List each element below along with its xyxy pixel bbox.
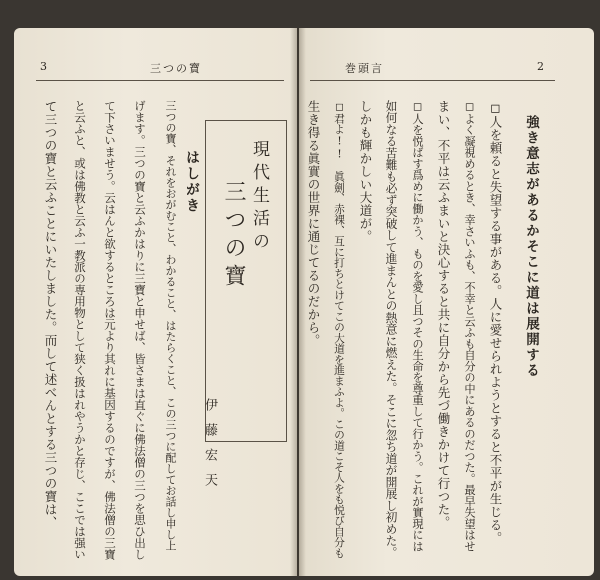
body-line: ◻君よ!! 眞劍、赤裸、互に打ちとけてこの大道を進まふよ。この道こそ人をも悦び自分も bbox=[333, 100, 346, 559]
body-line: と云ふと、或は佛教と云ふ一教派の専用物として狭く扱はれやうかと存じ、ここでは强い bbox=[73, 100, 87, 560]
body-line: 如何なる苦難も必ず突破して進まんとの熱意に燃えた。そこに忽ち道が開展し初めた。 bbox=[384, 100, 398, 559]
body-line: 三つの寶、それをおがむこと、わかること、はたらくこと、この三つに配してお話し申し上 bbox=[164, 100, 177, 551]
body-line: て下さいませう。云はんと欲するところは元より其れに基因するのですが、佛法僧の三寶 bbox=[103, 100, 117, 560]
header-rule-left bbox=[36, 80, 284, 81]
section-heading: はしがき bbox=[184, 150, 200, 214]
body-line: て三つの寶と云ふことにいたしました。而して述べんとする三つの寶は、 bbox=[43, 100, 58, 529]
editorial-heading: 強き意志があるかそこに道は展開する bbox=[523, 115, 539, 379]
page-number-left: 3 bbox=[40, 60, 49, 73]
body-line: まい、不平は云ふまいと決心すると共に自分から先づ働きかけて行つた。 bbox=[436, 100, 451, 529]
running-head-left: 三つの寶 bbox=[150, 62, 202, 75]
book-gutter bbox=[290, 28, 306, 576]
title-line-1: 現代生活の bbox=[249, 140, 269, 255]
title-line-2: 三つの寶 bbox=[221, 180, 246, 292]
author-name: 伊藤宏天 bbox=[202, 398, 217, 498]
body-line: げます。三つの寶と云ふかはりに三寶と申せば、皆さまは直ぐに佛法僧の三つを思ひ出し bbox=[133, 100, 147, 560]
body-line: ◻人を悦ばす爲めに働かう、ものを愛し且つその生命を尊重して行かう。これが實現には bbox=[411, 100, 424, 552]
body-line: しかも輝かしい大道が。 bbox=[358, 100, 373, 243]
running-head-right: 巻頭言 bbox=[345, 62, 384, 75]
header-rule-right bbox=[310, 80, 555, 81]
body-line: ◻人を頼ると失望する事がある。人に愛せられようとすると不平が生じる。 bbox=[488, 100, 503, 545]
page-number-right: 2 bbox=[537, 60, 546, 73]
body-line: ◻よく凝視めるとき、幸さいふも、不幸と云ふも自分の中にあるのだつた。最早失望はせ bbox=[463, 100, 476, 552]
body-line: 生き得る眞實の世界に通じてるのだから。 bbox=[306, 100, 321, 347]
